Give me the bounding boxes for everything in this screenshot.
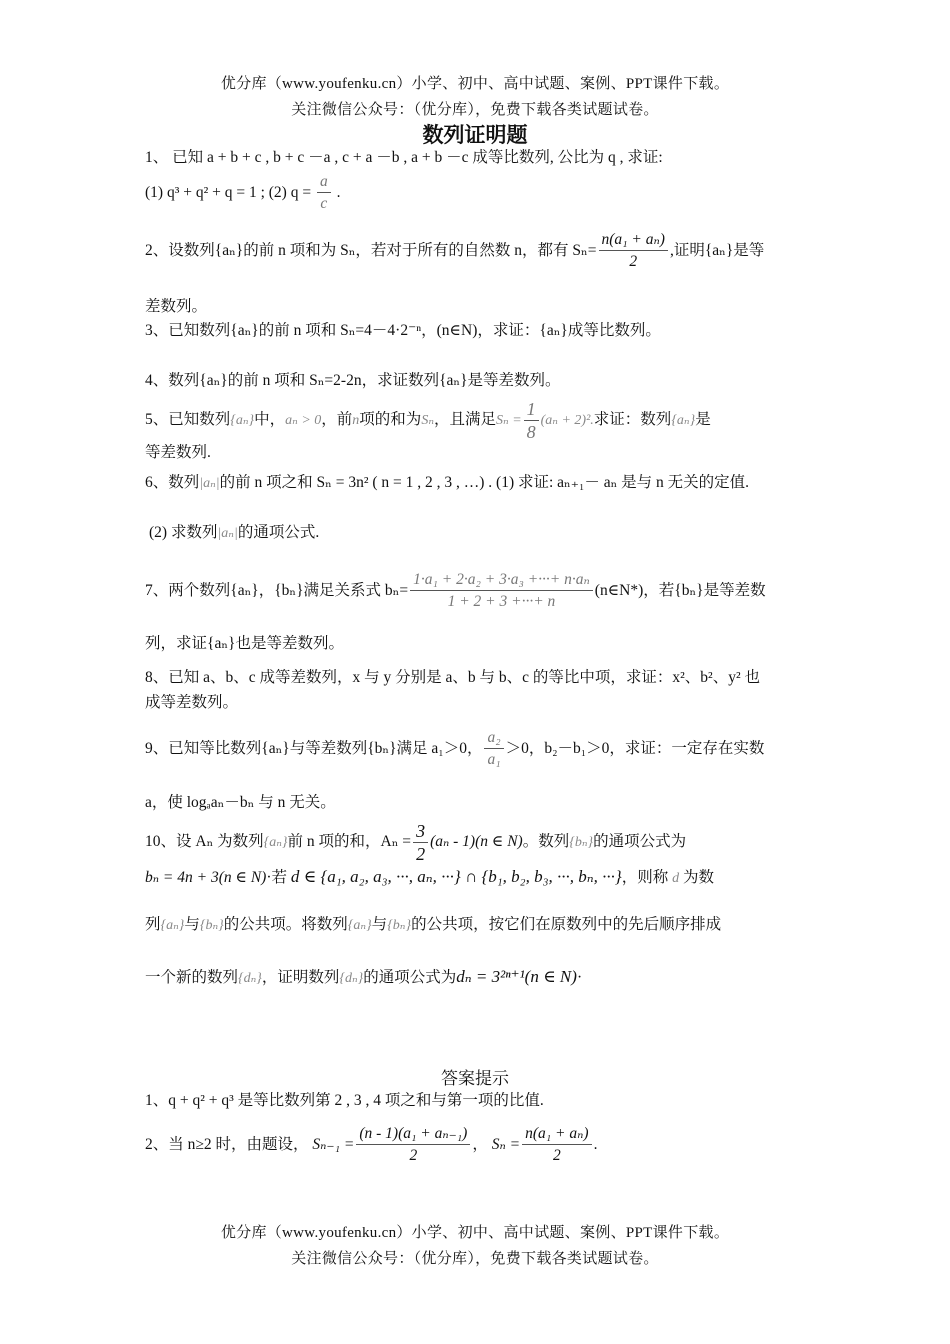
fraction-a2-over-a1: $\frac{\text{a₂}}{\text{a₁}}$ <box>484 728 503 771</box>
problem-8-continued: 成等差数列。 <box>145 694 239 711</box>
problem-2-continued: 差数列。 <box>145 298 208 315</box>
problem-9-statement: 9、已知等比数列{aₙ}与等差数列{bₙ}满足 a₁＞0， $\frac{\text{a₂}}{\text{a₁}}$ ＞0，b₂－b₁＞0，求证：一定存在实数 <box>145 728 810 771</box>
problem-3-statement: 3、已知数列{aₙ}的前 n 项和 Sₙ=4－4·2⁻ⁿ，(n∈N)，求证：{aₙ}成等比数列。 <box>145 322 661 339</box>
answer-2: 2、当 n≥2 时，由题设， Sₙ₋₁ = $\frac{\text{(n - 1)(a₁ + aₙ₋₁)}}{2}$ ， Sₙ = $\frac{\text{n(a₁ + aₙ)}}{2}$ . <box>145 1124 810 1167</box>
fraction-bn: $\frac{\text{1·a₁ + 2·a₂ + 3·a₃ +···+ n·aₙ}}{1 + 2 + 3 +\cdot\cdot\cdot+ n}$ <box>410 570 593 613</box>
fraction-sn-answer: $\frac{\text{n(a₁ + aₙ)}}{2}$ <box>522 1124 591 1167</box>
problem-6-statement: 6、数列|aₙ|的前 n 项之和 Sₙ = 3n² ( n = 1 , 2 , 3 , …) . (1) 求证: aₙ₊₁－ aₙ 是与 n 无关的定值. <box>145 474 750 491</box>
problem-10-line-2: bₙ = 4n + 3(n ∈ N)·若 d ∈ {a₁, a₂, a₃, ···, aₙ, ···} ∩ {b₁, b₂, b₃, ···, bₙ, ···}，则称 d 为数 <box>145 867 714 886</box>
problem-8-statement: 8、已知 a、b、c 成等差数列，x 与 y 分别是 a、b 与 b、c 的等比中项，求证：x²、b²、y² 也 <box>145 669 760 686</box>
problem-5-statement: 5、已知数列{aₙ}中，aₙ > 0，前n项的和为Sₙ，且满足Sₙ = $\frac{1}{8}$ (aₙ + 2)².求证：数列{aₙ}是 <box>145 399 711 442</box>
answer-1: 1、q + q² + q³ 是等比数列第 2 , 3 , 4 项之和与第一项的比值. <box>145 1092 544 1109</box>
answers-title: 答案提示 <box>441 1069 509 1088</box>
fraction-a-over-c: $\frac{a}{c}$ <box>317 172 331 215</box>
problem-10-line-4: 一个新的数列{dₙ}，证明数列{dₙ}的通项公式为dₙ = 3²ⁿ⁺¹(n ∈ N)· <box>145 967 583 986</box>
fraction-sn-minus-1: $\frac{\text{(n - 1)(a₁ + aₙ₋₁)}}{2}$ <box>356 1124 470 1167</box>
problem-4-statement: 4、数列{aₙ}的前 n 项和 Sₙ=2-2n，求证数列{aₙ}是等差数列。 <box>145 372 561 389</box>
fraction-three-halves: $\frac{3}{2}$ <box>413 820 428 865</box>
fraction-one-eighth: $\frac{1}{8}$ <box>524 398 539 443</box>
footer-line-1: 优分库（www.youfenku.cn）小学、初中、高中试题、案例、PPT课件下载。 <box>220 1225 730 1241</box>
problem-7-statement: 7、两个数列{aₙ}，{bₙ}满足关系式 bₙ= $\frac{\text{1·a₁ + 2·a₂ + 3·a₃ +···+ n·aₙ}}{1 + 2 + 3 +\cdot\cdot\cdot+ n}$ (n∈N*)，若{bₙ}是等差数 <box>145 570 810 613</box>
problem-10-line-3: 列{aₙ}与{bₙ}的公共项。将数列{aₙ}与{bₙ}的公共项，按它们在原数列中的先后顺序排成 <box>145 916 722 933</box>
problem-6-part-2: (2) 求数列|aₙ|的通项公式. <box>149 524 320 541</box>
problem-5-continued: 等差数列. <box>145 444 211 461</box>
problem-2-statement: 2、设数列{aₙ}的前 n 项和为 Sₙ，若对于所有的自然数 n，都有 Sₙ= $\frac{\text{n(a₁ + aₙ)}}{2}$ ,证明{aₙ}是等 <box>145 230 810 273</box>
footer-line-2: 关注微信公众号：（优分库），免费下载各类试题试卷。 <box>291 1251 659 1267</box>
problem-9-continued: a，使 logₐaₙ－bₙ 与 n 无关。 <box>145 794 336 811</box>
fraction-sn: $\frac{\text{n(a₁ + aₙ)}}{2}$ <box>599 230 668 273</box>
problem-10-statement: 10、设 Aₙ 为数列{aₙ}前 n 项的和，Aₙ = $\frac{3}{2}$ (aₙ - 1)(n ∈ N)。数列{bₙ}的通项公式为 <box>145 821 687 864</box>
problem-1-parts: (1) q³ + q² + q = 1 ; (2) q = $\frac{a}{c}$ . <box>145 172 810 215</box>
problem-1-statement: 1、 已知 a + b + c , b + c －a , c + a －b , a + b －c 成等比数列, 公比为 q , 求证: <box>145 149 663 166</box>
page-title: 数列证明题 <box>422 123 528 147</box>
header-line-2: 关注微信公众号：（优分库），免费下载各类试题试卷。 <box>291 102 659 118</box>
problem-7-continued: 列，求证{aₙ}也是等差数列。 <box>145 635 344 652</box>
header-line-1: 优分库（www.youfenku.cn）小学、初中、高中试题、案例、PPT课件下载。 <box>220 76 730 92</box>
